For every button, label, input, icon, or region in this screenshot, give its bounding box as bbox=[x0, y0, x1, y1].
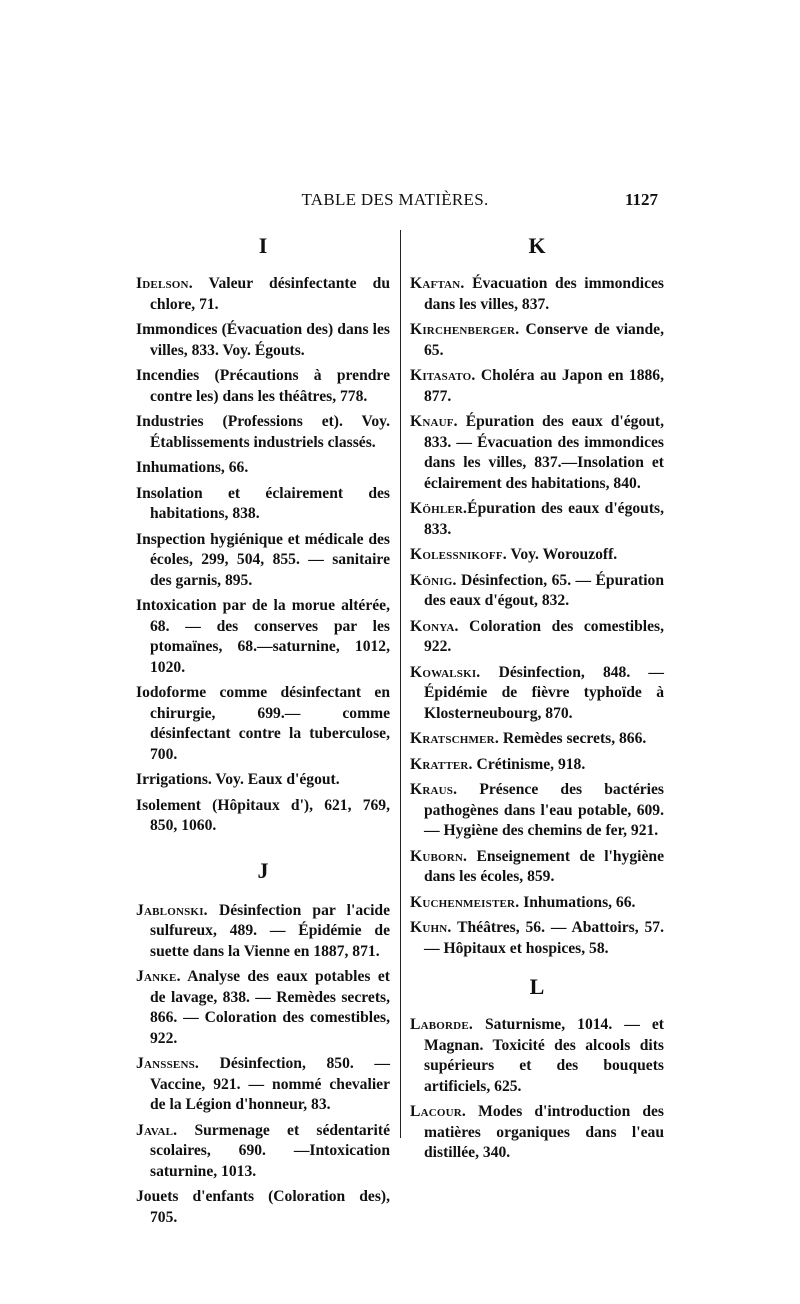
entry-text: Iodoforme comme désinfectant en chirurgie, 699.— comme désinfectant contre la tuberculose, 700. bbox=[136, 684, 390, 763]
entry-text: Épuration des eaux d'égout, 833. — Évacuation des immondices dans les villes, 837.—Insolation et éclairement des habitations, 840. bbox=[424, 413, 664, 492]
entry-text: Désinfection, 850. —Vaccine, 921. — nommé chevalier de la Légion d'honneur, 83. bbox=[150, 1055, 390, 1113]
entry-text: Industries (Professions et). Voy. Établissements industriels classés. bbox=[136, 413, 390, 451]
index-entry bbox=[136, 274, 390, 315]
page-number: 1127 bbox=[624, 190, 658, 209]
entry-text: Épuration des eaux d'égouts, 833. bbox=[424, 500, 664, 538]
entry-text: Saturnisme, 1014. — et Magnan. Toxicité des alcools dits supérieurs et des bouquets artificiels, 625. bbox=[424, 1016, 664, 1095]
section-letter: L bbox=[529, 974, 545, 999]
index-entry bbox=[410, 274, 664, 315]
column-divider bbox=[400, 230, 401, 1138]
entry-text: Modes d'introduction des matières organiques dans l'eau distillée, 340. bbox=[424, 1103, 664, 1161]
index-entry bbox=[410, 780, 664, 842]
entry-text: Choléra au Japon en 1886, 877. bbox=[424, 367, 664, 405]
entry-text: Coloration des comestibles, 922. bbox=[424, 617, 664, 655]
entry-text: Isolement (Hôpitaux d'), 621, 769, 850, 1060. bbox=[136, 796, 390, 834]
index-entry bbox=[410, 755, 664, 776]
entry-text: Présence des bactéries pathogènes dans l'eau potable, 609. — Hygiène des chemins de fer, 921. bbox=[424, 781, 664, 839]
page-header bbox=[132, 190, 658, 214]
entry-text: Théâtres, 56. — Abattoirs, 57. — Hôpitaux et hospices, 58. bbox=[424, 919, 664, 957]
entry-author: Kaftan. bbox=[410, 275, 465, 292]
entry-text: Valeur désinfectante du chlore, 71. bbox=[150, 275, 390, 313]
index-entry bbox=[410, 918, 664, 959]
running-title: TABLE DES MATIÈRES. bbox=[301, 190, 489, 209]
entry-author: Kratschmer. bbox=[410, 730, 499, 747]
entry-author: Kratter. bbox=[410, 755, 473, 773]
entry-text: Remèdes secrets, 866. bbox=[498, 730, 647, 747]
entry-author: Laborde. bbox=[410, 1016, 473, 1033]
entry-author: Konya. bbox=[410, 617, 459, 635]
section-i bbox=[136, 232, 390, 837]
index-entry bbox=[136, 796, 390, 837]
entry-text: Immondices (Évacuation des) dans les villes, 833. Voy. Égouts. bbox=[136, 321, 390, 359]
entry-author: Kuborn. bbox=[410, 847, 468, 865]
entry-text: Analyse des eaux potables et de lavage, 838. — Remèdes secrets, 866. — Coloration des comestibles, 922. bbox=[150, 968, 390, 1047]
index-entry bbox=[410, 320, 664, 361]
entry-author: Lacour. bbox=[410, 1103, 467, 1120]
entry-author: Javal. bbox=[136, 1121, 178, 1139]
index-entry bbox=[136, 366, 390, 407]
entry-author: Kitasato. bbox=[410, 367, 476, 384]
entry-text: Désinfection par l'acide sulfureux, 489. — Épidémie de suette dans la Vienne en 1887, 871. bbox=[150, 901, 390, 960]
entry-author: Kowalski. bbox=[410, 663, 481, 681]
index-entry bbox=[410, 847, 664, 888]
entry-text: Irrigations. Voy. Eaux d'égout. bbox=[136, 771, 340, 788]
index-entry bbox=[136, 530, 390, 592]
index-entry bbox=[136, 484, 390, 525]
entry-text: Crétinisme, 918. bbox=[472, 755, 586, 773]
index-entry bbox=[136, 412, 390, 453]
right-column bbox=[410, 232, 664, 1169]
section-l bbox=[410, 973, 664, 1164]
index-entry bbox=[410, 663, 664, 725]
index-entry bbox=[410, 412, 664, 494]
section-j bbox=[136, 857, 390, 1229]
section-letter: I bbox=[258, 233, 268, 258]
entry-text: Conserve de viande, 65. bbox=[424, 321, 664, 359]
entry-text: Évacuation des immondices dans les villes, 837. bbox=[424, 275, 664, 313]
index-entry bbox=[136, 683, 390, 765]
index-entry bbox=[410, 571, 664, 612]
index-entry bbox=[136, 1187, 390, 1228]
section-letter: J bbox=[257, 857, 269, 883]
left-column bbox=[136, 232, 390, 1233]
entry-author: Kraus. bbox=[410, 781, 458, 798]
entry-text: Désinfection, 848. — Épidémie de fièvre typhoïde à Klosterneubourg, 870. bbox=[424, 663, 664, 722]
index-entry bbox=[410, 893, 664, 914]
index-entry bbox=[410, 366, 664, 407]
entry-text: Jouets d'enfants (Coloration des), 705. bbox=[136, 1188, 390, 1226]
index-entry bbox=[136, 770, 390, 791]
index-entry bbox=[136, 320, 390, 361]
index-entry bbox=[410, 545, 664, 566]
index-entry bbox=[410, 729, 664, 750]
index-entry bbox=[410, 1102, 664, 1164]
section-k bbox=[410, 232, 664, 959]
entry-text: Inhumations, 66. bbox=[136, 459, 249, 476]
section-letter: K bbox=[528, 233, 546, 258]
entry-author: König. bbox=[410, 571, 457, 589]
index-entry bbox=[136, 458, 390, 479]
index-entry bbox=[136, 1054, 390, 1116]
index-entry bbox=[136, 596, 390, 678]
entry-author: Jablonski. bbox=[136, 901, 208, 919]
entry-text: Voy. Worouzoff. bbox=[506, 546, 618, 563]
index-entry bbox=[136, 967, 390, 1049]
entry-author: Knauf. bbox=[410, 413, 458, 430]
entry-text: Désinfection, 65. — Épuration des eaux d'égout, 832. bbox=[424, 571, 664, 609]
entry-text: Enseignement de l'hygiène dans les écoles, 859. bbox=[424, 847, 664, 885]
entry-author: Janssens. bbox=[136, 1055, 200, 1072]
entry-author: Kirchenberger. bbox=[410, 321, 520, 338]
entry-text: Surmenage et sédentarité scolaires, 690. —Intoxication saturnine, 1013. bbox=[150, 1121, 390, 1180]
index-entry bbox=[410, 1015, 664, 1097]
entry-text: Insolation et éclairement des habitations, 838. bbox=[136, 484, 390, 522]
index-entry bbox=[136, 1121, 390, 1183]
entry-text: Inhumations, 66. bbox=[519, 893, 636, 911]
index-entry bbox=[410, 499, 664, 540]
entry-author: Janke. bbox=[136, 968, 181, 985]
entry-text: Intoxication par de la morue altérée, 68. — des conserves par les ptomaïnes, 68.—saturnine, 1012, 1020. bbox=[136, 597, 390, 676]
entry-author: Köhler. bbox=[410, 500, 468, 517]
entry-author: Kuchenmeister. bbox=[410, 893, 520, 911]
entry-text: Inspection hygiénique et médicale des écoles, 299, 504, 855. — sanitaire des garnis, 895. bbox=[136, 530, 390, 589]
entry-author: Idelson. bbox=[136, 275, 193, 292]
entry-text: Incendies (Précautions à prendre contre les) dans les théâtres, 778. bbox=[136, 367, 390, 405]
entry-author: Kuhn. bbox=[410, 919, 452, 936]
index-entry bbox=[136, 901, 390, 963]
index-entry bbox=[410, 617, 664, 658]
entry-author: Kolessnikoff. bbox=[410, 546, 507, 563]
